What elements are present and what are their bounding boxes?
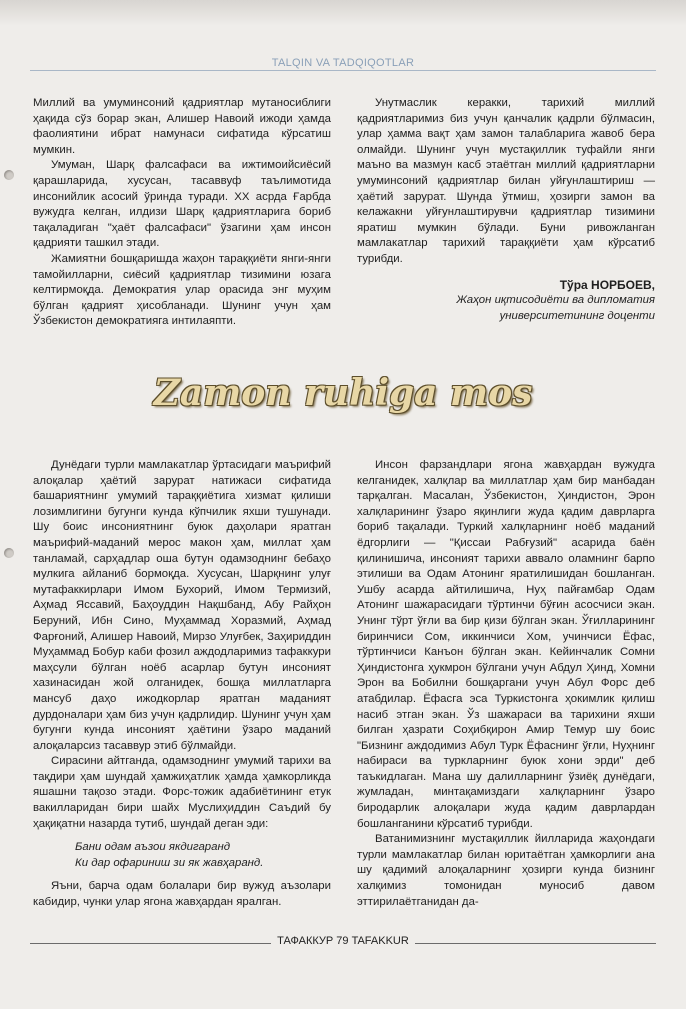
article1-right-paragraph: Унутмаслик керакки, тарихий миллий қадриятларимиз биз учун қанчалик қадрли бўлмасин, улар ҳамма вақт ҳам замон талабларига жавоб бера олмайди. Шунинг учун мустақиллик туфайли янги маъно ва мазмун касб этаётган миллий қадриятларни умуминсоний қадриятлар билан уйғунлаштириш — ҳаётий зарурат. Шунда ўтмиш, ҳозирги замон ва келажакни уйғунлаштирувчи қадриятлар тизимини яратиш мумкин бўлади. Буни ривожланган мамлакатлар тарихий тараққиёти ҳам кўрсатиб турибди. — [357, 97, 655, 265]
article-title: Zamon ruhiga mos — [153, 372, 533, 414]
poem-line: Ки дар офариниш зи як жавҳаранд. — [75, 856, 264, 869]
article2-paragraph: Инсон фарзандлари ягона жавҳардан вужудга келганидек, халқлар ва миллатлар ҳам бир манбадан тарқалган. Масалан, Ўзбекистон, Ҳиндистон, Эрон халқларининг ўзаро яқинлиги жуда қадим даврларга бориб тақалади. Туркий халқларнинг ноёб маданий ёдгорлиги — "Қиссаи Рабғузий" асарида баён қилинишича, инсоният тарихи аввало оламнинг барпо этилиши ва Одам Атонинг яратилишидан бошланган. Ушбу асарда айтилишича, Нуҳ пайғамбар Одам Атонинг шажарасидаги тўртинчи бўғин асосчиси экан. Унинг тўрт ўғли ва бир қизи бўлган экан. Ўғилларининг биринчиси Сом, иккинчиси Хом, учинчиси Ёфас, тўртинчиси Канъон бўлган экан. Кейинчалик Сомни Ҳиндистонга ҳукмрон бўлгани учун Абдул Ҳинд, Хомни Эрон ва Бобилни бошқаргани учун Абул Форс деб атабдилар. Ёфасга эса Туркистонга ҳокимлик қилиш насиб этган экан. Ўз шажараси ва тарихини яхши билган ҳазрати Соҳибқирон Амир Темур шу боис "Бизнинг аждодимиз Абул Турк Ёфаснинг ўғли, Нуҳнинг набираси ва туркларнинг буюк хони эрди" деб таъкидлаган. Мана шу далилларнинг ўзиёқ дунёдаги, жумладан, минтақамиздаги халқларнинг ўзаро биродарлик алоқалари жуда қадим даврлардан бошланганини кўрсатиб турибди. — [357, 459, 655, 830]
footer-text: ТАФАККУР 79 TAFAKKUR — [271, 935, 415, 947]
running-head-text: TALQIN VA TADQIQOTLAR — [266, 57, 420, 69]
article1-left-column — [33, 96, 331, 330]
article2-left-column — [33, 458, 331, 911]
article1-left-paragraph: Умуман, Шарқ фалсафаси ва ижтимоийсиёсий қарашларида, хусусан, тасаввуф таълимотида инсонийлик асосий ўринда туради. XX асрда Ғарбда вужудга келган, илдизи Шарқ қадриятларига бориб тақаладиган "ҳаёт фалсафаси" ўзагини ҳам инсон қадрияти ташкил этади. — [33, 159, 331, 250]
author-role-line: Жаҳон иқтисодиёти ва дипломатия — [456, 294, 655, 307]
running-head — [30, 57, 656, 75]
author-role-line: университетининг доценти — [499, 309, 655, 322]
poem-line: Бани одам аъзои якдигаранд — [75, 841, 231, 854]
page-footer — [30, 935, 656, 951]
binder-hole — [4, 170, 14, 180]
article1-right-column — [357, 96, 655, 324]
poem-quote — [33, 840, 331, 871]
author-name: Тўра НОРБОЕВ, — [559, 277, 655, 292]
article1-left-paragraph: Жамиятни бошқаришда жаҳон тараққиёти янги-янги тамойилларни, сиёсий қадриятлар тизимини юзага келтирмоқда. Демократия улар орасида энг муҳим бўлган қадрият ҳисобланади. Шунинг учун ҳам Ўзбекистон демократияга интилаяпти. — [33, 252, 331, 328]
article2-paragraph: Дунёдаги турли мамлакатлар ўртасидаги маърифий алоқалар ҳаётий зарурат натижаси сифатида башариятнинг умумий тараққиётига хизмат қилиши лозимлигини бугунги кунда кўпчилик яхши тушунади. Шу боис инсониятнинг буюк даҳолари яратган маърифий-маданий мерос макон ҳам, миллат ҳам танламай, сарҳадлар оша бутун одамзоднинг бебаҳо мулкига айланиб бормоқда. Хусусан, Шарқнинг улуғ мутафаккирлари Имом Бухорий, Имом Термизий, Аҳмад Яссавий, Баҳоуддин Нақшбанд, Абу Райҳон Беруний, Ибн Сино, Муҳаммад Хоразмий, Аҳмад Фарғоний, Алишер Навоий, Мирзо Улуғбек, Заҳириддин Муҳаммад Бобур каби фозил аждодларимиз тафаккури маҳсули бўлган ноёб асарлар бутун инсоният хазинасидан жой олганидек, бошқа миллатларга мансуб даҳо ижодкорлар яратган маданият дурдоналари ҳам биз учун қадрлидир. Шунинг учун ҳам бугунги кунда инсоният ҳаётини ўзаро маданий алоқаларсиз тасаввур этиб бўлмайди. — [33, 459, 331, 752]
article2-paragraph: Сирасини айтганда, одамзоднинг умумий тарихи ва тақдири ҳам шундай ҳамжиҳатлик ҳамда ҳамкорликда яшашни тақозо этади. Форс-тожик адабиётининг етук вакилларидан бири шайх Муслиҳиддин Саъдий бу ҳақиқатни назарда тутиб, шундай деган эди: — [33, 755, 331, 830]
article2-right-column — [357, 458, 655, 910]
header-rule — [30, 70, 656, 71]
article2-paragraph: Яъни, барча одам болалари бир вужуд аъзолари кабидир, чунки улар ягона жавҳардан яралган. — [33, 880, 331, 909]
article1-left-paragraph: Миллий ва умуминсоний қадриятлар мутаносиблиги ҳақида сўз борар экан, Алишер Навоий ижоди ҳамда фаолиятини ибрат намунаси сифатида кўрсатиш мумкин. — [33, 97, 331, 156]
binder-hole — [4, 548, 14, 558]
article2-paragraph: Ватанимизнинг мустақиллик йилларида жаҳондаги турли мамлакатлар билан юритаётган ҳамкорлиги ана шу қадимий алоқаларнинг ҳозирги кунда бизнинг халқимиз томонидан муносиб давом эттирилаётганидан да- — [357, 833, 655, 908]
page-top-shade — [0, 0, 686, 26]
